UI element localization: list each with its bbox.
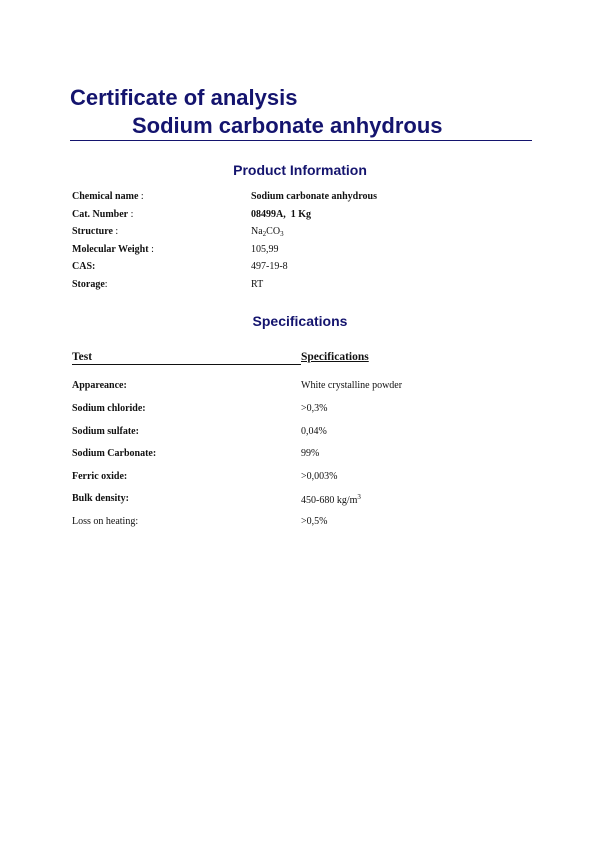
spec-value-loss-on-heating: >0,5% bbox=[301, 516, 328, 527]
spec-test-appearance: Appareance: bbox=[72, 380, 127, 391]
cat-number-label: Cat. Number : bbox=[72, 209, 134, 220]
document-subtitle: Sodium carbonate anhydrous bbox=[132, 113, 443, 138]
column-header-test: Test bbox=[72, 351, 93, 363]
molecular-weight-label: Molecular Weight : bbox=[72, 244, 154, 255]
spec-value-sodium-carbonate: 99% bbox=[301, 448, 320, 459]
storage-label: Storage: bbox=[72, 279, 108, 290]
column-header-rule bbox=[72, 364, 301, 365]
storage-value: RT bbox=[251, 279, 264, 290]
specifications-heading: Specifications bbox=[252, 313, 348, 329]
spec-test-sodium-sulfate: Sodium sulfate: bbox=[72, 426, 139, 437]
spec-test-loss-on-heating: Loss on heating: bbox=[72, 516, 139, 527]
spec-value-sodium-sulfate: 0,04% bbox=[301, 426, 327, 437]
structure-label: Structure : bbox=[72, 226, 119, 237]
chemical-name-value: Sodium carbonate anhydrous bbox=[251, 191, 377, 202]
spec-value-appearance: White crystalline powder bbox=[301, 380, 403, 391]
cas-label: CAS: bbox=[72, 261, 96, 272]
spec-test-ferric-oxide: Ferric oxide: bbox=[72, 471, 128, 482]
molecular-weight-value: 105,99 bbox=[251, 244, 279, 255]
spec-test-bulk-density: Bulk density: bbox=[72, 493, 129, 504]
column-header-specifications: Specifications bbox=[301, 351, 369, 363]
structure-value: $Na_2CO_3$ bbox=[251, 226, 284, 238]
spec-value-ferric-oxide: >0,003% bbox=[301, 471, 338, 482]
spec-value-bulk-density: 450-680 $kg/m^3$ bbox=[301, 493, 361, 506]
chemical-name-label: Chemical name : bbox=[72, 191, 144, 202]
product-info-heading: Product Information bbox=[233, 162, 367, 178]
cas-value: 497-19-8 bbox=[251, 261, 288, 272]
spec-test-sodium-chloride: Sodium chloride: bbox=[72, 403, 146, 414]
document-title: Certificate of analysis bbox=[70, 85, 298, 110]
spec-test-sodium-carbonate: Sodium Carbonate: bbox=[72, 448, 157, 459]
cat-number-value: 08499A, 1 Kg bbox=[251, 209, 311, 220]
spec-value-sodium-chloride: >0,3% bbox=[301, 403, 328, 414]
title-underline bbox=[70, 140, 532, 141]
